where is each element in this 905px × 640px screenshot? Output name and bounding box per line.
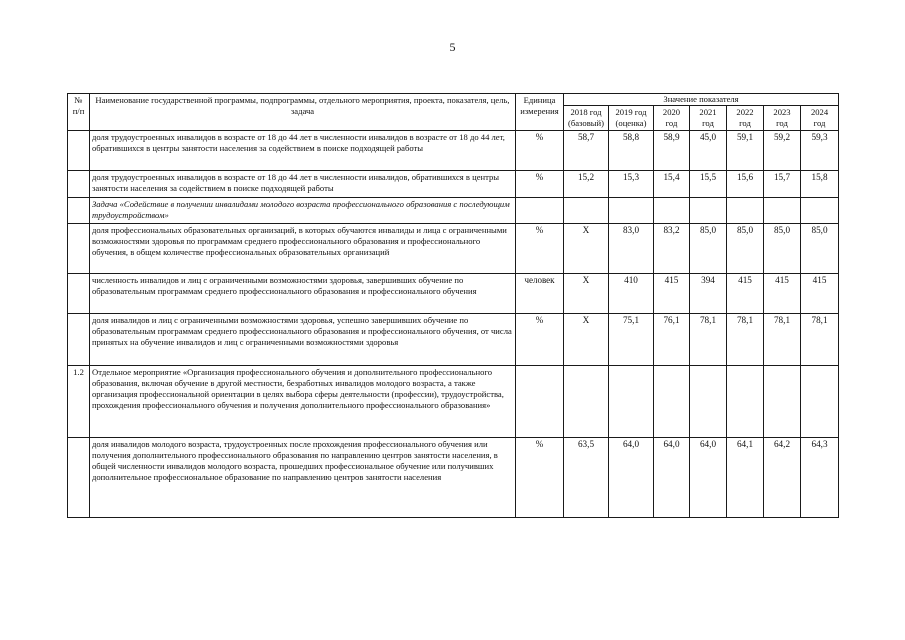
row-value: 64,3 <box>801 438 839 518</box>
row-value <box>609 366 654 438</box>
row-unit: человек <box>516 274 564 314</box>
table-row <box>68 198 839 224</box>
table-row <box>68 314 839 366</box>
row-value: 64,2 <box>764 438 801 518</box>
row-value <box>564 366 609 438</box>
row-value: 64,0 <box>690 438 727 518</box>
row-name: доля инвалидов и лиц с ограниченными возможностями здоровья, успешно завершивших обучение по образовательным программам среднего профессионального образования и профессионального обучения, от числа принятых на обучение инвалидов и лиц с ограниченными возможностями здоровья <box>90 314 516 366</box>
row-value: 15,8 <box>801 171 839 198</box>
row-value: 83,2 <box>654 224 690 274</box>
row-value: 15,7 <box>764 171 801 198</box>
header-year: 2020 год <box>654 106 690 131</box>
row-value: 63,5 <box>564 438 609 518</box>
table-row <box>68 171 839 198</box>
page-number: 5 <box>449 40 456 54</box>
row-value: 83,0 <box>609 224 654 274</box>
row-value: 76,1 <box>654 314 690 366</box>
row-name: доля трудоустроенных инвалидов в возрасте от 18 до 44 лет в численности инвалидов в возрасте от 18 до 44 лет, обратившихся в центры занятости населения за содействием в поиске подходящей работы <box>90 131 516 171</box>
row-value: 415 <box>654 274 690 314</box>
row-value: 58,7 <box>564 131 609 171</box>
row-value: Х <box>564 224 609 274</box>
row-unit: % <box>516 314 564 366</box>
row-unit: % <box>516 438 564 518</box>
row-value: Х <box>564 314 609 366</box>
row-index <box>68 314 90 366</box>
row-unit: % <box>516 171 564 198</box>
row-value: 15,4 <box>654 171 690 198</box>
row-value: 58,8 <box>609 131 654 171</box>
row-value <box>727 198 764 224</box>
row-value <box>764 198 801 224</box>
table-row <box>68 366 839 438</box>
row-value: 415 <box>764 274 801 314</box>
row-index <box>68 274 90 314</box>
header-year: 2019 год (оценка) <box>609 106 654 131</box>
row-unit: % <box>516 131 564 171</box>
row-value: 59,1 <box>727 131 764 171</box>
table-row <box>68 274 839 314</box>
row-index <box>68 198 90 224</box>
row-index <box>68 171 90 198</box>
table-row <box>68 131 839 171</box>
header-year: 2018 год (базовый) <box>564 106 609 131</box>
row-name: доля трудоустроенных инвалидов в возрасте от 18 до 44 лет в численности инвалидов, обратившихся в центры занятости населения за содействием в поиске подходящей работы <box>90 171 516 198</box>
task-heading: Задача «Содействие в получении инвалидами молодого возраста профессионального образования с последующим трудоустройством» <box>90 198 516 224</box>
row-value: 78,1 <box>690 314 727 366</box>
row-value: 85,0 <box>764 224 801 274</box>
row-unit <box>516 366 564 438</box>
row-value <box>654 366 690 438</box>
row-unit <box>516 198 564 224</box>
row-value: 15,2 <box>564 171 609 198</box>
row-value: 85,0 <box>690 224 727 274</box>
row-index <box>68 438 90 518</box>
row-name: доля инвалидов молодого возраста, трудоустроенных после прохождения профессионального обучения или получения дополнительного профессионального образования по направлению центров занятости населения, в общей численности инвалидов молодого возраста, прошедших профессиональное обучение или получивших дополнительное профессиональное образование по направлению центров занятости населения <box>90 438 516 518</box>
row-value: 58,9 <box>654 131 690 171</box>
row-value: 15,5 <box>690 171 727 198</box>
row-value <box>727 366 764 438</box>
row-value: 59,2 <box>764 131 801 171</box>
row-value: 64,1 <box>727 438 764 518</box>
row-value: 15,6 <box>727 171 764 198</box>
row-value: 410 <box>609 274 654 314</box>
row-name: численность инвалидов и лиц с ограниченными возможностями здоровья, завершивших обучение по образовательным программам среднего профессионального образования и профессионального обучения <box>90 274 516 314</box>
indicators-table <box>67 93 839 518</box>
row-value <box>564 198 609 224</box>
row-value <box>801 366 839 438</box>
row-value <box>654 198 690 224</box>
row-value: 78,1 <box>764 314 801 366</box>
row-value <box>764 366 801 438</box>
header-index: № п/п <box>68 94 90 131</box>
row-value: 78,1 <box>801 314 839 366</box>
row-value: 415 <box>801 274 839 314</box>
row-value: 85,0 <box>727 224 764 274</box>
header-year: 2023 год <box>764 106 801 131</box>
row-index <box>68 131 90 171</box>
row-value: Х <box>564 274 609 314</box>
row-value <box>609 198 654 224</box>
row-value <box>690 366 727 438</box>
row-name: доля профессиональных образовательных организаций, в которых обучаются инвалиды и лица с ограниченными возможностями здоровья по программам среднего профессионального образования и профессионального обучения, в общем количестве профессиональных образовательных организаций <box>90 224 516 274</box>
row-value: 45,0 <box>690 131 727 171</box>
row-value <box>690 198 727 224</box>
table-row <box>68 224 839 274</box>
header-name: Наименование государственной программы, подпрограммы, отдельного мероприятия, проекта, показателя, цель, задача <box>90 94 516 131</box>
row-value: 85,0 <box>801 224 839 274</box>
measure-heading: Отдельное мероприятие «Организация профессионального обучения и дополнительного профессионального образования, включая обучение в другой местности, безработных инвалидов молодого возраста, а также организация профессиональной ориентации в целях выбора сферы деятельности (профессии), трудоустройства, прохождения профессионального обучения и получения дополнительного профессионального образования» <box>90 366 516 438</box>
row-index <box>68 224 90 274</box>
table-row <box>68 438 839 518</box>
header-values-group: Значение показателя <box>564 94 839 106</box>
row-index: 1.2 <box>68 366 90 438</box>
header-row-1 <box>68 94 839 106</box>
header-year: 2021 год <box>690 106 727 131</box>
row-unit: % <box>516 224 564 274</box>
row-value: 15,3 <box>609 171 654 198</box>
header-year: 2024 год <box>801 106 839 131</box>
row-value: 64,0 <box>654 438 690 518</box>
row-value: 64,0 <box>609 438 654 518</box>
header-unit: Единица измерения <box>516 94 564 131</box>
header-year: 2022 год <box>727 106 764 131</box>
row-value: 78,1 <box>727 314 764 366</box>
row-value: 394 <box>690 274 727 314</box>
row-value: 75,1 <box>609 314 654 366</box>
row-value: 59,3 <box>801 131 839 171</box>
row-value <box>801 198 839 224</box>
row-value: 415 <box>727 274 764 314</box>
